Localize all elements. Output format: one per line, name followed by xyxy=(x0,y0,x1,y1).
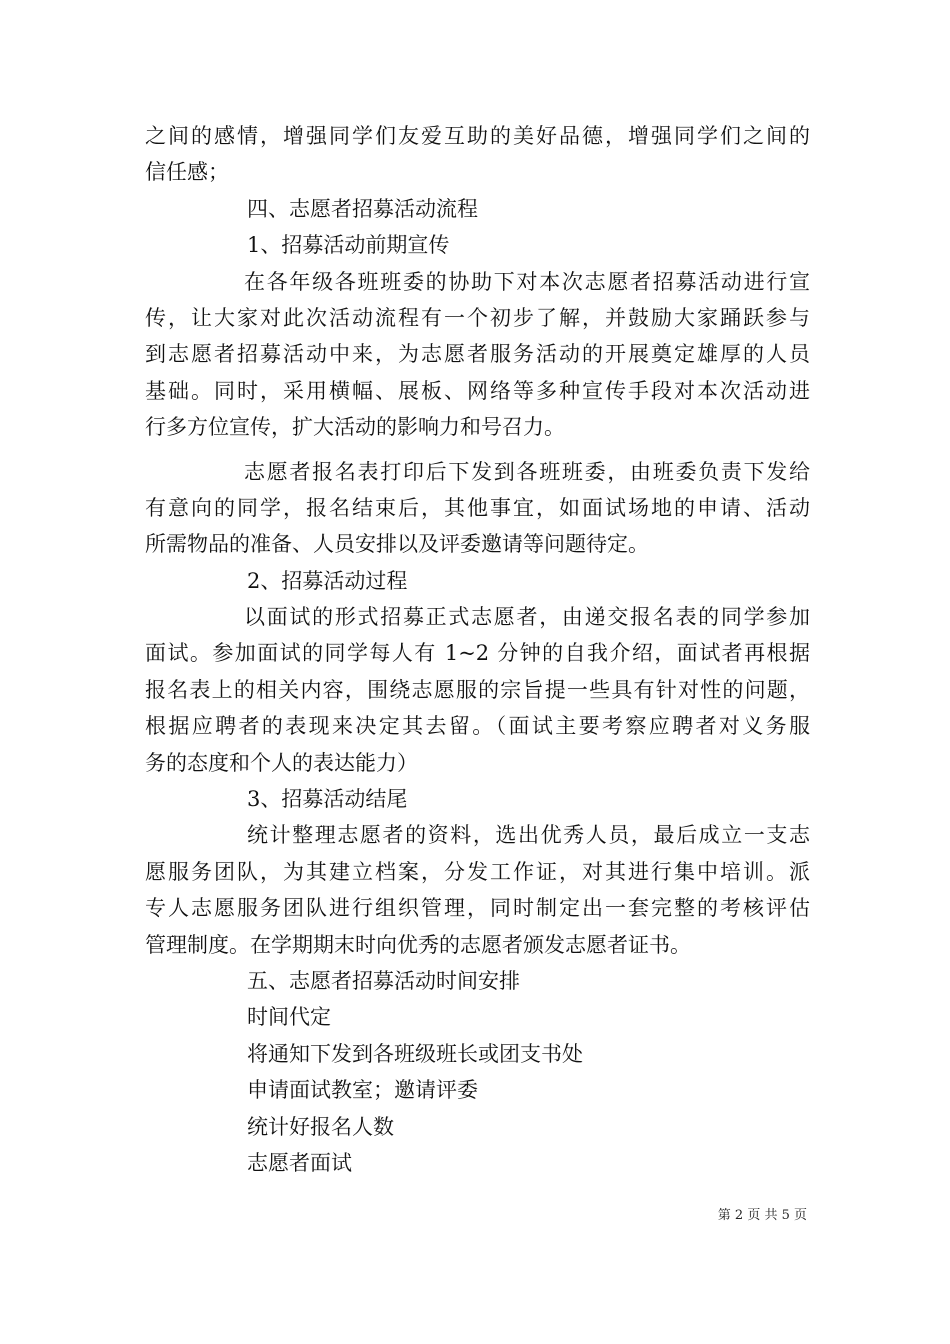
body-line: 在各年级各班班委的协助下对本次志愿者招募活动进行宣 xyxy=(244,269,810,294)
schedule-item: 将通知下发到各班级班长或团支书处 xyxy=(247,1041,583,1066)
schedule-item: 统计好报名人数 xyxy=(247,1114,394,1139)
body-line: 统计整理志愿者的资料，选出优秀人员，最后成立一支志 xyxy=(247,823,810,848)
body-line: 到志愿者招募活动中来，为志愿者服务活动的开展奠定雄厚的人员 xyxy=(145,342,810,367)
body-line: 面试。参加面试的同学每人有 1~2 分钟的自我介绍，面试者再根据 xyxy=(145,641,810,666)
schedule-item: 志愿者面试 xyxy=(247,1150,352,1175)
body-line: 专人志愿服务团队进行组织管理，同时制定出一套完整的考核评估 xyxy=(145,896,810,921)
body-line: 管理制度。在学期期末时向优秀的志愿者颁发志愿者证书。 xyxy=(145,932,691,957)
subsection-heading: 1、招募活动前期宣传 xyxy=(247,233,450,258)
schedule-item: 申请面试教室；邀请评委 xyxy=(247,1078,478,1103)
body-line: 行多方位宣传，扩大活动的影响力和号召力。 xyxy=(145,415,565,440)
section-heading: 五、志愿者招募活动时间安排 xyxy=(247,968,520,993)
body-line: 信任感； xyxy=(145,160,229,185)
paragraph-gap xyxy=(145,446,810,454)
body-line: 传，让大家对此次活动流程有一个初步了解，并鼓励大家踊跃参与 xyxy=(145,305,810,330)
body-line: 根据应聘者的表现来决定其去留。（面试主要考察应聘者对义务服 xyxy=(145,714,810,739)
body-line: 有意向的同学，报名结束后，其他事宜，如面试场地的申请、活动 xyxy=(145,495,810,520)
schedule-item: 时间代定 xyxy=(247,1005,331,1030)
section-heading: 四、志愿者招募活动流程 xyxy=(247,196,478,221)
body-line: 所需物品的准备、人员安排以及评委邀请等问题待定。 xyxy=(145,532,649,557)
document-body xyxy=(145,118,810,1181)
body-line: 志愿者报名表打印后下发到各班班委，由班委负责下发给 xyxy=(244,459,810,484)
page-number: 第 2 页 共 5 页 xyxy=(717,1208,807,1223)
subsection-heading: 2、招募活动过程 xyxy=(247,568,408,593)
body-line: 基础。同时，采用横幅、展板、网络等多种宣传手段对本次活动进 xyxy=(145,378,810,403)
body-line: 之间的感情，增强同学们友爱互助的美好品德，增强同学们之间的 xyxy=(145,124,810,148)
body-line: 愿服务团队，为其建立档案，分发工作证，对其进行集中培训。派 xyxy=(145,859,810,884)
body-line: 报名表上的相关内容，围绕志愿服的宗旨提一些具有针对性的问题， xyxy=(145,677,810,702)
body-line: 务的态度和个人的表达能力） xyxy=(145,750,418,775)
subsection-heading: 3、招募活动结尾 xyxy=(247,787,408,812)
body-line: 以面试的形式招募正式志愿者，由递交报名表的同学参加 xyxy=(244,605,810,630)
